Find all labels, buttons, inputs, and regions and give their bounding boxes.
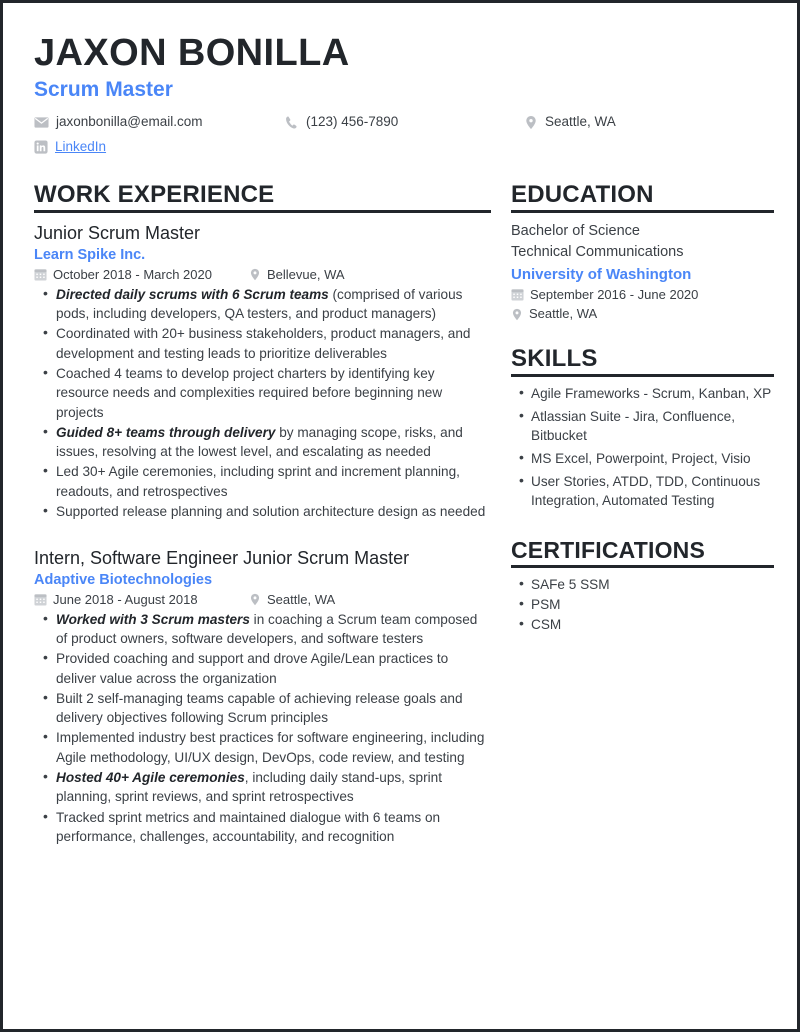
education-dates [511, 285, 774, 305]
job-bullet: • Coached 4 teams to develop project charters by identifying key resource needs and complexities required before beginning new projects [34, 364, 491, 422]
job-company: Learn Spike Inc. [34, 246, 146, 263]
linkedin-icon [34, 140, 48, 154]
job-bullets [34, 285, 491, 522]
list-item: • Agile Frameworks - Scrum, Kanban, XP [511, 384, 774, 403]
job-bullet: • Built 2 self-managing teams capable of achieving release goals and delivery objectives following Scrum principles [34, 689, 491, 728]
job-bullets [34, 610, 491, 847]
section-spacer [511, 514, 774, 538]
contact-location [524, 113, 616, 131]
map-pin-icon [249, 593, 261, 606]
map-pin-icon [249, 268, 261, 281]
certifications-section [511, 538, 774, 634]
candidate-job-title: Scrum Master [34, 78, 173, 102]
list-item: • PSM [511, 595, 774, 614]
job-entry [34, 222, 491, 521]
job-meta [34, 267, 491, 282]
column-gap [491, 182, 511, 847]
job-location [249, 267, 345, 282]
job-meta [34, 592, 491, 607]
job-entry [34, 547, 491, 846]
education-degree: Bachelor of Science [511, 223, 640, 240]
list-item: • Atlassian Suite - Jira, Confluence, Bitbucket [511, 407, 774, 445]
contact-location-text: Seattle, WA [545, 114, 616, 130]
education-location-text: Seattle, WA [529, 306, 598, 322]
certifications-heading: CERTIFICATIONS [511, 538, 774, 568]
skills-list [511, 384, 774, 510]
contact-linkedin-text: LinkedIn [55, 139, 107, 155]
job-title: Intern, Software Engineer Junior Scrum Master [34, 548, 410, 569]
calendar-icon [511, 288, 524, 301]
job-dates-text: June 2018 - August 2018 [53, 591, 198, 607]
list-item: • MS Excel, Powerpoint, Project, Visio [511, 449, 774, 468]
contact-email-text: jaxonbonilla@email.com [56, 114, 203, 130]
left-column [34, 182, 491, 847]
skills-section [511, 346, 774, 510]
contact-phone[interactable] [284, 113, 524, 131]
job-dates [34, 592, 249, 607]
job-dates [34, 267, 249, 282]
contact-row-secondary [34, 136, 769, 158]
certifications-list [511, 575, 774, 634]
calendar-icon [34, 268, 47, 281]
education-school: University of Washington [511, 265, 692, 283]
job-bullet: • Coordinated with 20+ business stakeholders, product managers, and development and testing leads to prioritize deliverables [34, 324, 491, 363]
envelope-icon [34, 115, 49, 130]
job-bullet: • Directed daily scrums with 6 Scrum teams (comprised of various pods, including developers, QA testers, and product managers) [34, 285, 491, 324]
phone-icon [284, 115, 299, 130]
work-experience-section [34, 182, 491, 846]
education-heading: EDUCATION [511, 182, 774, 213]
education-field: Technical Communications [511, 243, 684, 260]
candidate-name: JAXON BONILLA [34, 32, 350, 74]
skills-heading: SKILLS [511, 346, 774, 377]
list-item: • User Stories, ATDD, TDD, Continuous Integration, Automated Testing [511, 472, 774, 510]
contact-linkedin[interactable] [34, 138, 284, 156]
calendar-icon [34, 593, 47, 606]
job-location-text: Seattle, WA [267, 591, 336, 607]
job-bullet: • Supported release planning and solution architecture design as needed [34, 502, 491, 521]
list-item: • SAFe 5 SSM [511, 575, 774, 594]
right-column [511, 182, 774, 847]
contact-email[interactable] [34, 113, 284, 131]
job-title: Junior Scrum Master [34, 223, 201, 244]
work-experience-heading: WORK EXPERIENCE [34, 182, 491, 213]
contact-info [34, 111, 769, 158]
map-pin-icon [524, 115, 538, 130]
education-section [511, 182, 774, 324]
job-bullet: • Tracked sprint metrics and maintained dialogue with 6 teams on performance, challenges, accountability, and recognition [34, 808, 491, 847]
education-dates-text: September 2016 - June 2020 [530, 286, 699, 302]
job-bullet: • Provided coaching and support and drove Agile/Lean practices to deliver value across the organization [34, 649, 491, 688]
education-entry [511, 221, 774, 323]
job-bullet: • Guided 8+ teams through delivery by managing scope, risks, and issues, resolving at the lowest level, and escalating as needed [34, 423, 491, 462]
education-location [511, 304, 774, 324]
job-location [249, 592, 335, 607]
resume-header [34, 33, 769, 158]
map-pin-icon [511, 308, 523, 321]
job-dates-text: October 2018 - March 2020 [53, 266, 212, 282]
list-item: • CSM [511, 615, 774, 634]
job-bullet: • Worked with 3 Scrum masters in coaching a Scrum team composed of product owners, software developers, and software testers [34, 610, 491, 649]
job-bullet: • Led 30+ Agile ceremonies, including sprint and increment planning, readouts, and retrospectives [34, 462, 491, 501]
job-company: Adaptive Biotechnologies [34, 571, 213, 588]
job-bullet: • Implemented industry best practices for software engineering, including Agile methodology, UI/UX design, DevOps, code review, and testing [34, 728, 491, 767]
contact-row-primary [34, 111, 769, 133]
job-bullet: • Hosted 40+ Agile ceremonies, including daily stand-ups, sprint planning, sprint reviews, and sprint retrospectives [34, 768, 491, 807]
contact-phone-text: (123) 456-7890 [306, 114, 399, 130]
section-spacer [511, 324, 774, 346]
resume-body [34, 181, 772, 847]
job-location-text: Bellevue, WA [267, 266, 345, 282]
